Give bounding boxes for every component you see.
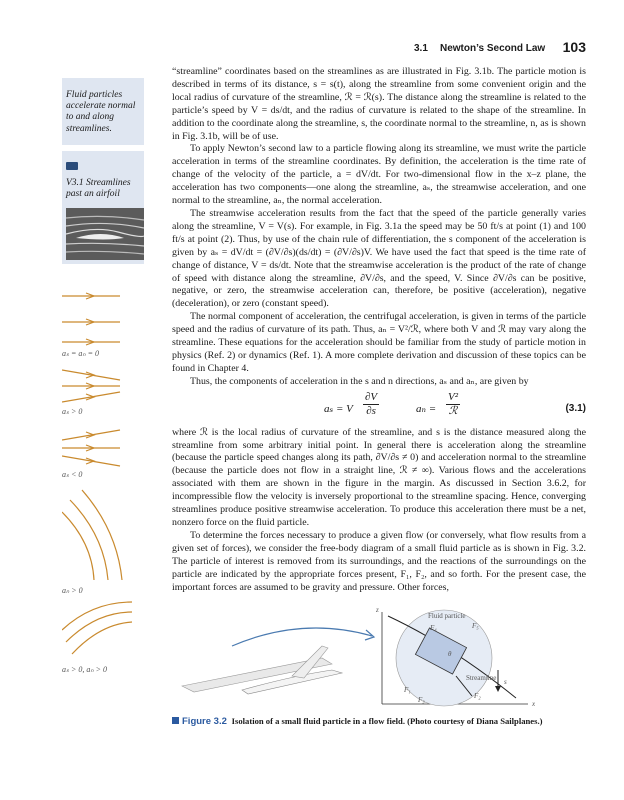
fig-f3-label: F₃ [418,696,425,704]
free-body-diagram [172,606,586,710]
fig-fluid-particle-label: Fluid particle [428,612,466,620]
curved-flow-sketch [62,490,122,580]
margin-sidebar [62,78,144,264]
eq-den-n: ℛ [448,404,458,417]
margin-note: Fluid particles accelerate normal to and along streamlines. [66,90,136,134]
eq-num-s: ∂V [365,390,378,403]
diverging-flow-sketch [62,430,120,466]
paragraph: To apply Newton’s second law to a particle flowing along its streamline, we must write the particle acceleration in terms of the streamline coordinates. By definition, the acceleration is the time rate of change of the velocity of the particle, a = dV/dt. For two-dimensional flow in the x–z plane, the acceleration has two components—one along the streamline, aₛ, the streamwise acceleration, and one normal to the streamline, aₙ, the normal acceleration. [172,143,586,207]
caption-label: Figure 3.2 [182,716,227,727]
uniform-flow-sketch [62,293,120,345]
fig-f1-label: F₁ [404,686,411,694]
label-as-an-positive: aₛ > 0, aₙ > 0 [62,665,107,674]
fig-streamline-label: Streamline [466,674,497,682]
section-title: Newton’s Second Law [440,43,546,54]
caption-text: Isolation of a small fluid particle in a flow field. (Photo courtesy of Diana Sailplanes.) [231,716,543,726]
section-number: 3.1 [414,43,428,54]
video-box[interactable] [62,151,144,264]
eq-lhs-s: aₛ = V [324,402,353,415]
fig-f4-label: F₄ [430,624,437,632]
acceleration-margin-figure [62,290,152,695]
equation-number: (3.1) [565,402,586,414]
label-as-positive: aₛ > 0 [62,407,83,416]
fig-z-label: z [376,606,379,614]
converging-flow-sketch [62,370,120,402]
equation-3-1 [172,389,586,427]
paragraph: To determine the forces necessary to produce a given flow (or conversely, what flow results from a given set of forces), we consider the free-body diagram of a small fluid particle as is shown in Fig. 3.2. The particle of interest is removed from its surroundings, and the reactions of the surroundings on the particle are indicated by the appropriate forces present, F₁, F₂, and so forth. For the present case, the important forces are assumed to be gravity and pressure. Other forces, [172,529,586,593]
fig-s-label: s [504,678,507,686]
figure-caption [172,716,586,727]
figure-3-2 [172,606,586,710]
page-number: 103 [562,39,586,55]
paragraph: The streamwise acceleration results from the fact that the speed of the particle generally varies along the streamline, V = V(s). For example, in Fig. 3.1a the speed may be 50 ft/s at point (1) and 100 ft/s at point (2). Thus, by use of the chain rule of differentiation, the s component of the acceleration is given by aₛ = dV/dt = (∂V/∂s)(ds/dt) = (∂V/∂s)V. We have used the fact that speed is the time rate of change of distance, V = ds/dt. Note that the streamwise acceleration is the product of the rate of change of speed with distance along the streamline, ∂V/∂s, and the speed, V. Since ∂V/∂s can be positive, negative, or zero, the streamwise acceleration can, therefore, be positive (acceleration), negative (deceleration), or zero (constant speed). [172,207,586,310]
paragraph: where ℛ is the local radius of curvature of the streamline, and s is the distance measured along the streamline from some arbitrary initial point. In general there is acceleration along the streamline (because the particle speed changes along its path, ∂V/∂s ≠ 0) and acceleration normal to the streamline (because the particle does not flow in a straight line, ℛ ≠ ∞). Various flows and the accelerations associated with them are shown in the figure in the margin. As discussed in Section 3.6.2, for incompressible flow the velocity is inversely proportional to the streamline spacing. Hence, converging streamlines produce positive streamwise acceleration. To produce this acceleration there must be a net, nonzero force on the fluid particle. [172,426,586,528]
eq-lhs-n: aₙ = [416,402,437,415]
page-header [400,40,586,56]
fig-x-label: x [532,700,536,708]
body-text [172,66,586,594]
paragraph: The normal component of acceleration, the centrifugal acceleration, is given in terms of the particle speed and the radius of curvature of its path. Thus, aₙ = V²/ℛ, where both V and ℛ may vary along the streamline. These equations for the acceleration should be familiar from the study of particle motion in physics (Ref. 2) or dynamics (Ref. 1). A more complete derivation and discussion of these topics can be found in Chapter 4. [172,311,586,374]
label-an-positive: aₙ > 0 [62,586,83,595]
fig-f2-label: F₂ [474,692,481,700]
eq-frac-s [363,391,379,418]
video-label: V3.1 Streamlines past an airfoil [66,177,131,200]
fig-f5-label: F₅ [472,622,479,630]
video-icon [66,162,78,170]
eq-frac-n [446,391,460,418]
label-as-negative: aₛ < 0 [62,470,83,479]
paragraph: Thus, the components of acceleration in the s and n directions, aₛ and aₙ, are given by [190,375,529,387]
eq-num-n: V² [448,390,459,403]
curved-converging-sketch [62,602,132,654]
paragraph: “streamline” coordinates based on the streamlines as are illustrated in Fig. 3.1b. The particle motion is described in terms of its distance, s = s(t), along the streamline from some convenient origin and the local radius of curvature of the streamline, ℛ = ℛ(s). The distance along the streamline is related to the particle’s speed by V = ds/dt, and the radius of curvature is related to the shape of the streamline. In addition to the coordinate along the streamline, s, the coordinate normal to the streamline, n, as is shown in Fig. 3.1b, will be of use. [172,66,586,142]
label-zero-accel: aₛ = aₙ = 0 [62,349,99,358]
eq-den-s: ∂s [366,404,376,417]
airfoil-streamline-photo [66,208,144,260]
caption-square-icon [172,717,179,724]
fig-theta-label: θ [448,650,452,658]
